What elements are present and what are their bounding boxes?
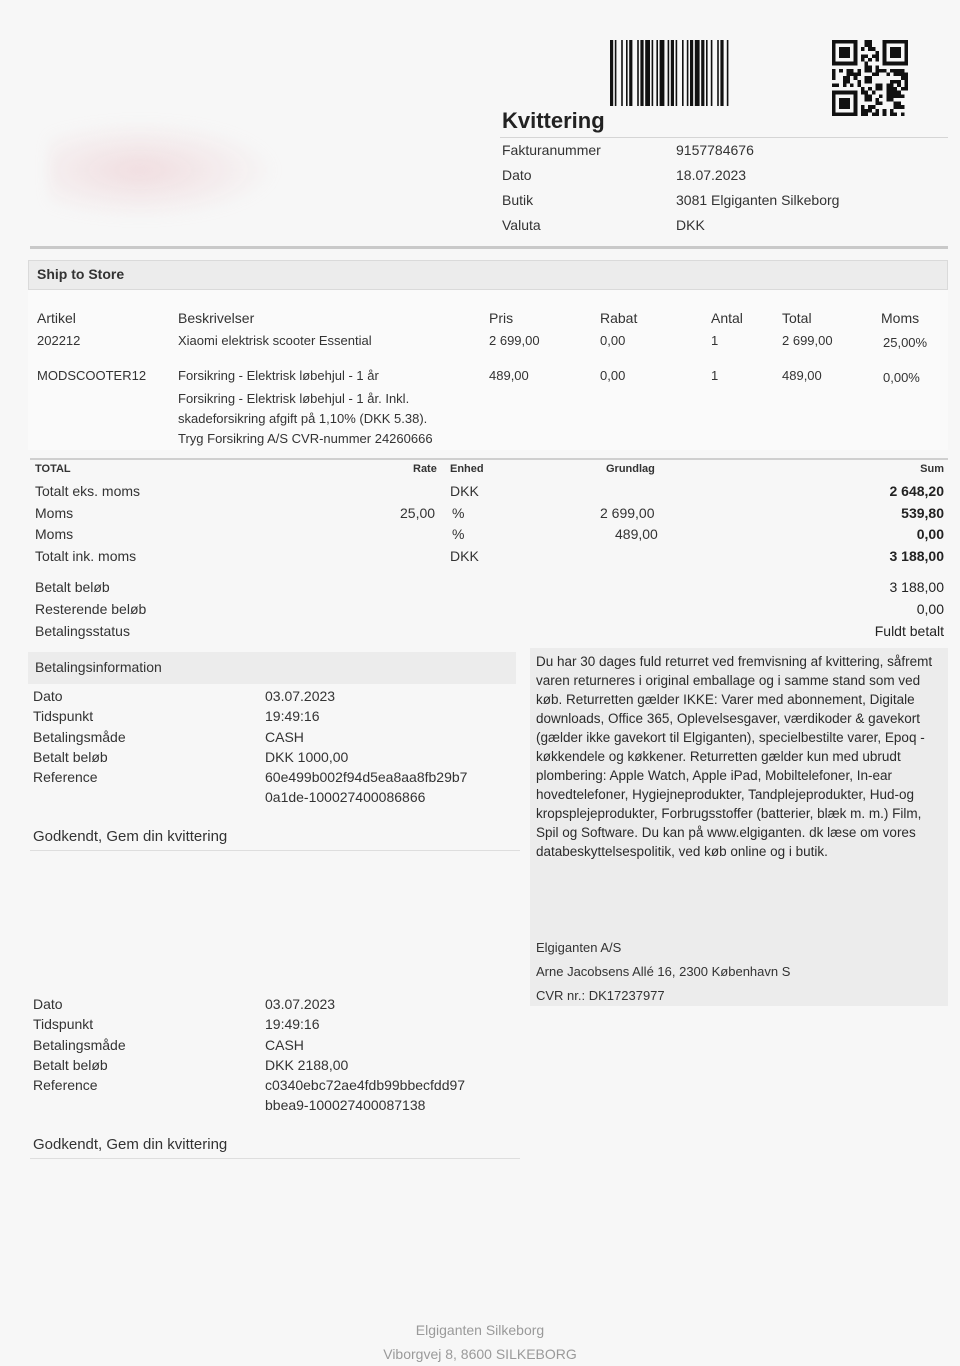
totals-header-rate: Rate bbox=[413, 463, 437, 475]
totals-label: Moms bbox=[35, 526, 74, 542]
item-discount: 0,00 bbox=[600, 368, 626, 383]
return-policy-text: Du har 30 dages fuld returret ved fremvisning af kvittering, såfremt varen returneres i original emballage og i samme stand som ved køb. Returretten gælder IKKE: Varer med abonnement, Digitale downloads, Office 365, Oplevelsesgaver, værdikoder & gavekort (gælder ikke gavekort til Elgiganten), specielbestilte varer, Epoq -køkkendele og køkkener. Returretten gælder kun med ubrudt plombering: Apple Watch, Apple iPad, Mobiltelefoner, In-ear hovedtelefoner, Hygiejneprodukter, Tandplejeprodukter, Hud-og kropsplejeprodukter, Forbrugsstoffer (batterier, blæk m. m.) Film, Spil og Software. Du kan på www.elgiganten. dk læse om vores databeskyttelsespolitik, ved køb online og i butik. bbox=[536, 654, 933, 859]
payment-method-label: Betalingsmåde bbox=[33, 729, 126, 745]
company-address: Arne Jacobsens Allé 16, 2300 København S bbox=[536, 964, 791, 979]
totals-base: 489,00 bbox=[615, 526, 658, 542]
totals-rate: 25,00 bbox=[400, 505, 436, 521]
item-price: 2 699,00 bbox=[489, 333, 540, 348]
remaining-amount-label: Resterende beløb bbox=[35, 601, 147, 617]
item-article: MODSCOOTER12 bbox=[37, 368, 147, 383]
meta-label: Butik bbox=[502, 192, 534, 208]
totals-unit: % bbox=[452, 526, 465, 542]
totals-label: Totalt ink. moms bbox=[35, 548, 137, 564]
footer-store-address: Viborgvej 8, 8600 SILKEBORG bbox=[383, 1346, 577, 1362]
item-qty: 1 bbox=[711, 368, 719, 383]
meta-label: Valuta bbox=[502, 217, 541, 233]
item-description: Tryg Forsikring A/S CVR-nummer 24260666 bbox=[178, 431, 433, 446]
col-header-total: Total bbox=[782, 310, 812, 326]
totals-sum: 2 648,20 bbox=[889, 483, 944, 499]
totals-unit: DKK bbox=[450, 483, 479, 499]
payment-date-value: 03.07.2023 bbox=[265, 996, 336, 1012]
meta-label: Dato bbox=[502, 167, 532, 183]
totals-base: 2 699,00 bbox=[600, 505, 655, 521]
meta-value: 3081 Elgiganten Silkeborg bbox=[676, 192, 840, 208]
payment-info-bar bbox=[28, 652, 516, 684]
totals-unit: DKK bbox=[450, 548, 479, 564]
meta-value: 18.07.2023 bbox=[676, 167, 747, 183]
section-title: Ship to Store bbox=[37, 266, 125, 282]
header-divider bbox=[500, 137, 948, 138]
totals-label: Moms bbox=[35, 505, 74, 521]
remaining-amount-value: 0,00 bbox=[916, 601, 944, 617]
meta-value: DKK bbox=[676, 217, 705, 233]
approved-note: Godkendt, Gem din kvittering bbox=[33, 828, 228, 845]
payment-date-label: Dato bbox=[33, 688, 63, 704]
col-header-description: Beskrivelser bbox=[178, 310, 255, 326]
payment-time-value: 19:49:16 bbox=[265, 1016, 320, 1032]
payment-status-value: Fuldt betalt bbox=[874, 623, 944, 639]
totals-header-base: Grundlag bbox=[606, 463, 655, 475]
payment-paid-label: Betalt beløb bbox=[33, 749, 108, 765]
payment-time-label: Tidspunkt bbox=[33, 1016, 94, 1032]
paid-amount-value: 3 188,00 bbox=[889, 579, 944, 595]
payment-reference-value: c0340ebc72ae4fdb99bbecfdd97 bbox=[265, 1077, 466, 1093]
payment-method-value: CASH bbox=[265, 729, 304, 745]
col-header-discount: Rabat bbox=[600, 310, 638, 326]
totals-sum: 0,00 bbox=[916, 526, 944, 542]
ship-to-store-bar bbox=[28, 260, 948, 290]
item-total: 2 699,00 bbox=[782, 333, 833, 348]
payment-divider bbox=[30, 850, 520, 851]
totals-header-label: TOTAL bbox=[35, 463, 71, 475]
item-qty: 1 bbox=[711, 333, 719, 348]
payment-reference-value: bbea9-100027400087138 bbox=[265, 1097, 426, 1113]
totals-divider bbox=[30, 458, 948, 460]
payment-method-label: Betalingsmåde bbox=[33, 1037, 126, 1053]
payment-paid-value: DKK 2188,00 bbox=[265, 1057, 349, 1073]
qr-code-icon bbox=[832, 40, 908, 116]
payment-time-label: Tidspunkt bbox=[33, 708, 94, 724]
item-total: 489,00 bbox=[782, 368, 822, 383]
payment-status-label: Betalingsstatus bbox=[35, 623, 130, 639]
item-article: 202212 bbox=[37, 333, 81, 348]
section-divider bbox=[30, 246, 948, 249]
payment-date-label: Dato bbox=[33, 996, 63, 1012]
item-vat: 25,00% bbox=[883, 335, 928, 350]
totals-sum: 539,80 bbox=[901, 505, 944, 521]
col-header-vat: Moms bbox=[881, 310, 920, 326]
totals-header-unit: Enhed bbox=[450, 463, 484, 475]
payment-time-value: 19:49:16 bbox=[265, 708, 320, 724]
totals-sum: 3 188,00 bbox=[889, 548, 944, 564]
payment-reference-label: Reference bbox=[33, 769, 98, 785]
company-name: Elgiganten A/S bbox=[536, 940, 622, 955]
item-description: Forsikring - Elektrisk løbehjul - 1 år bbox=[178, 368, 379, 383]
totals-label: Totalt eks. moms bbox=[35, 483, 141, 499]
item-description: Forsikring - Elektrisk løbehjul - 1 år. Inkl. bbox=[178, 391, 410, 406]
payment-method-value: CASH bbox=[265, 1037, 304, 1053]
company-cvr: CVR nr.: DK17237977 bbox=[536, 988, 665, 1003]
footer-store-name: Elgiganten Silkeborg bbox=[415, 1322, 545, 1338]
item-vat: 0,00% bbox=[883, 370, 920, 385]
payment-paid-label: Betalt beløb bbox=[33, 1057, 108, 1073]
meta-value: 9157784676 bbox=[676, 142, 754, 158]
barcode-icon bbox=[610, 40, 786, 106]
item-description: Xiaomi elektrisk scooter Essential bbox=[178, 333, 372, 348]
paid-amount-label: Betalt beløb bbox=[35, 579, 110, 595]
payment-reference-label: Reference bbox=[33, 1077, 98, 1093]
payment-divider bbox=[30, 1158, 520, 1159]
payment-paid-value: DKK 1000,00 bbox=[265, 749, 349, 765]
item-price: 489,00 bbox=[489, 368, 529, 383]
item-discount: 0,00 bbox=[600, 333, 626, 348]
approved-note: Godkendt, Gem din kvittering bbox=[33, 1136, 228, 1153]
item-description: skadeforsikring afgift på 1,10% (DKK 5.38). bbox=[178, 411, 428, 426]
receipt-title: Kvittering bbox=[502, 108, 605, 133]
col-header-price: Pris bbox=[489, 310, 514, 326]
payment-date-value: 03.07.2023 bbox=[265, 688, 336, 704]
totals-header-sum: Sum bbox=[920, 463, 944, 475]
blurred-logo bbox=[48, 120, 278, 220]
payment-reference-value: 60e499b002f94d5ea8aa8fb29b7 bbox=[265, 769, 468, 785]
col-header-qty: Antal bbox=[711, 310, 743, 326]
totals-unit: % bbox=[452, 505, 465, 521]
col-header-article: Artikel bbox=[37, 310, 76, 326]
meta-label: Fakturanummer bbox=[502, 142, 601, 158]
payment-reference-value: 0a1de-100027400086866 bbox=[265, 789, 426, 805]
payment-info-title: Betalingsinformation bbox=[35, 659, 162, 675]
